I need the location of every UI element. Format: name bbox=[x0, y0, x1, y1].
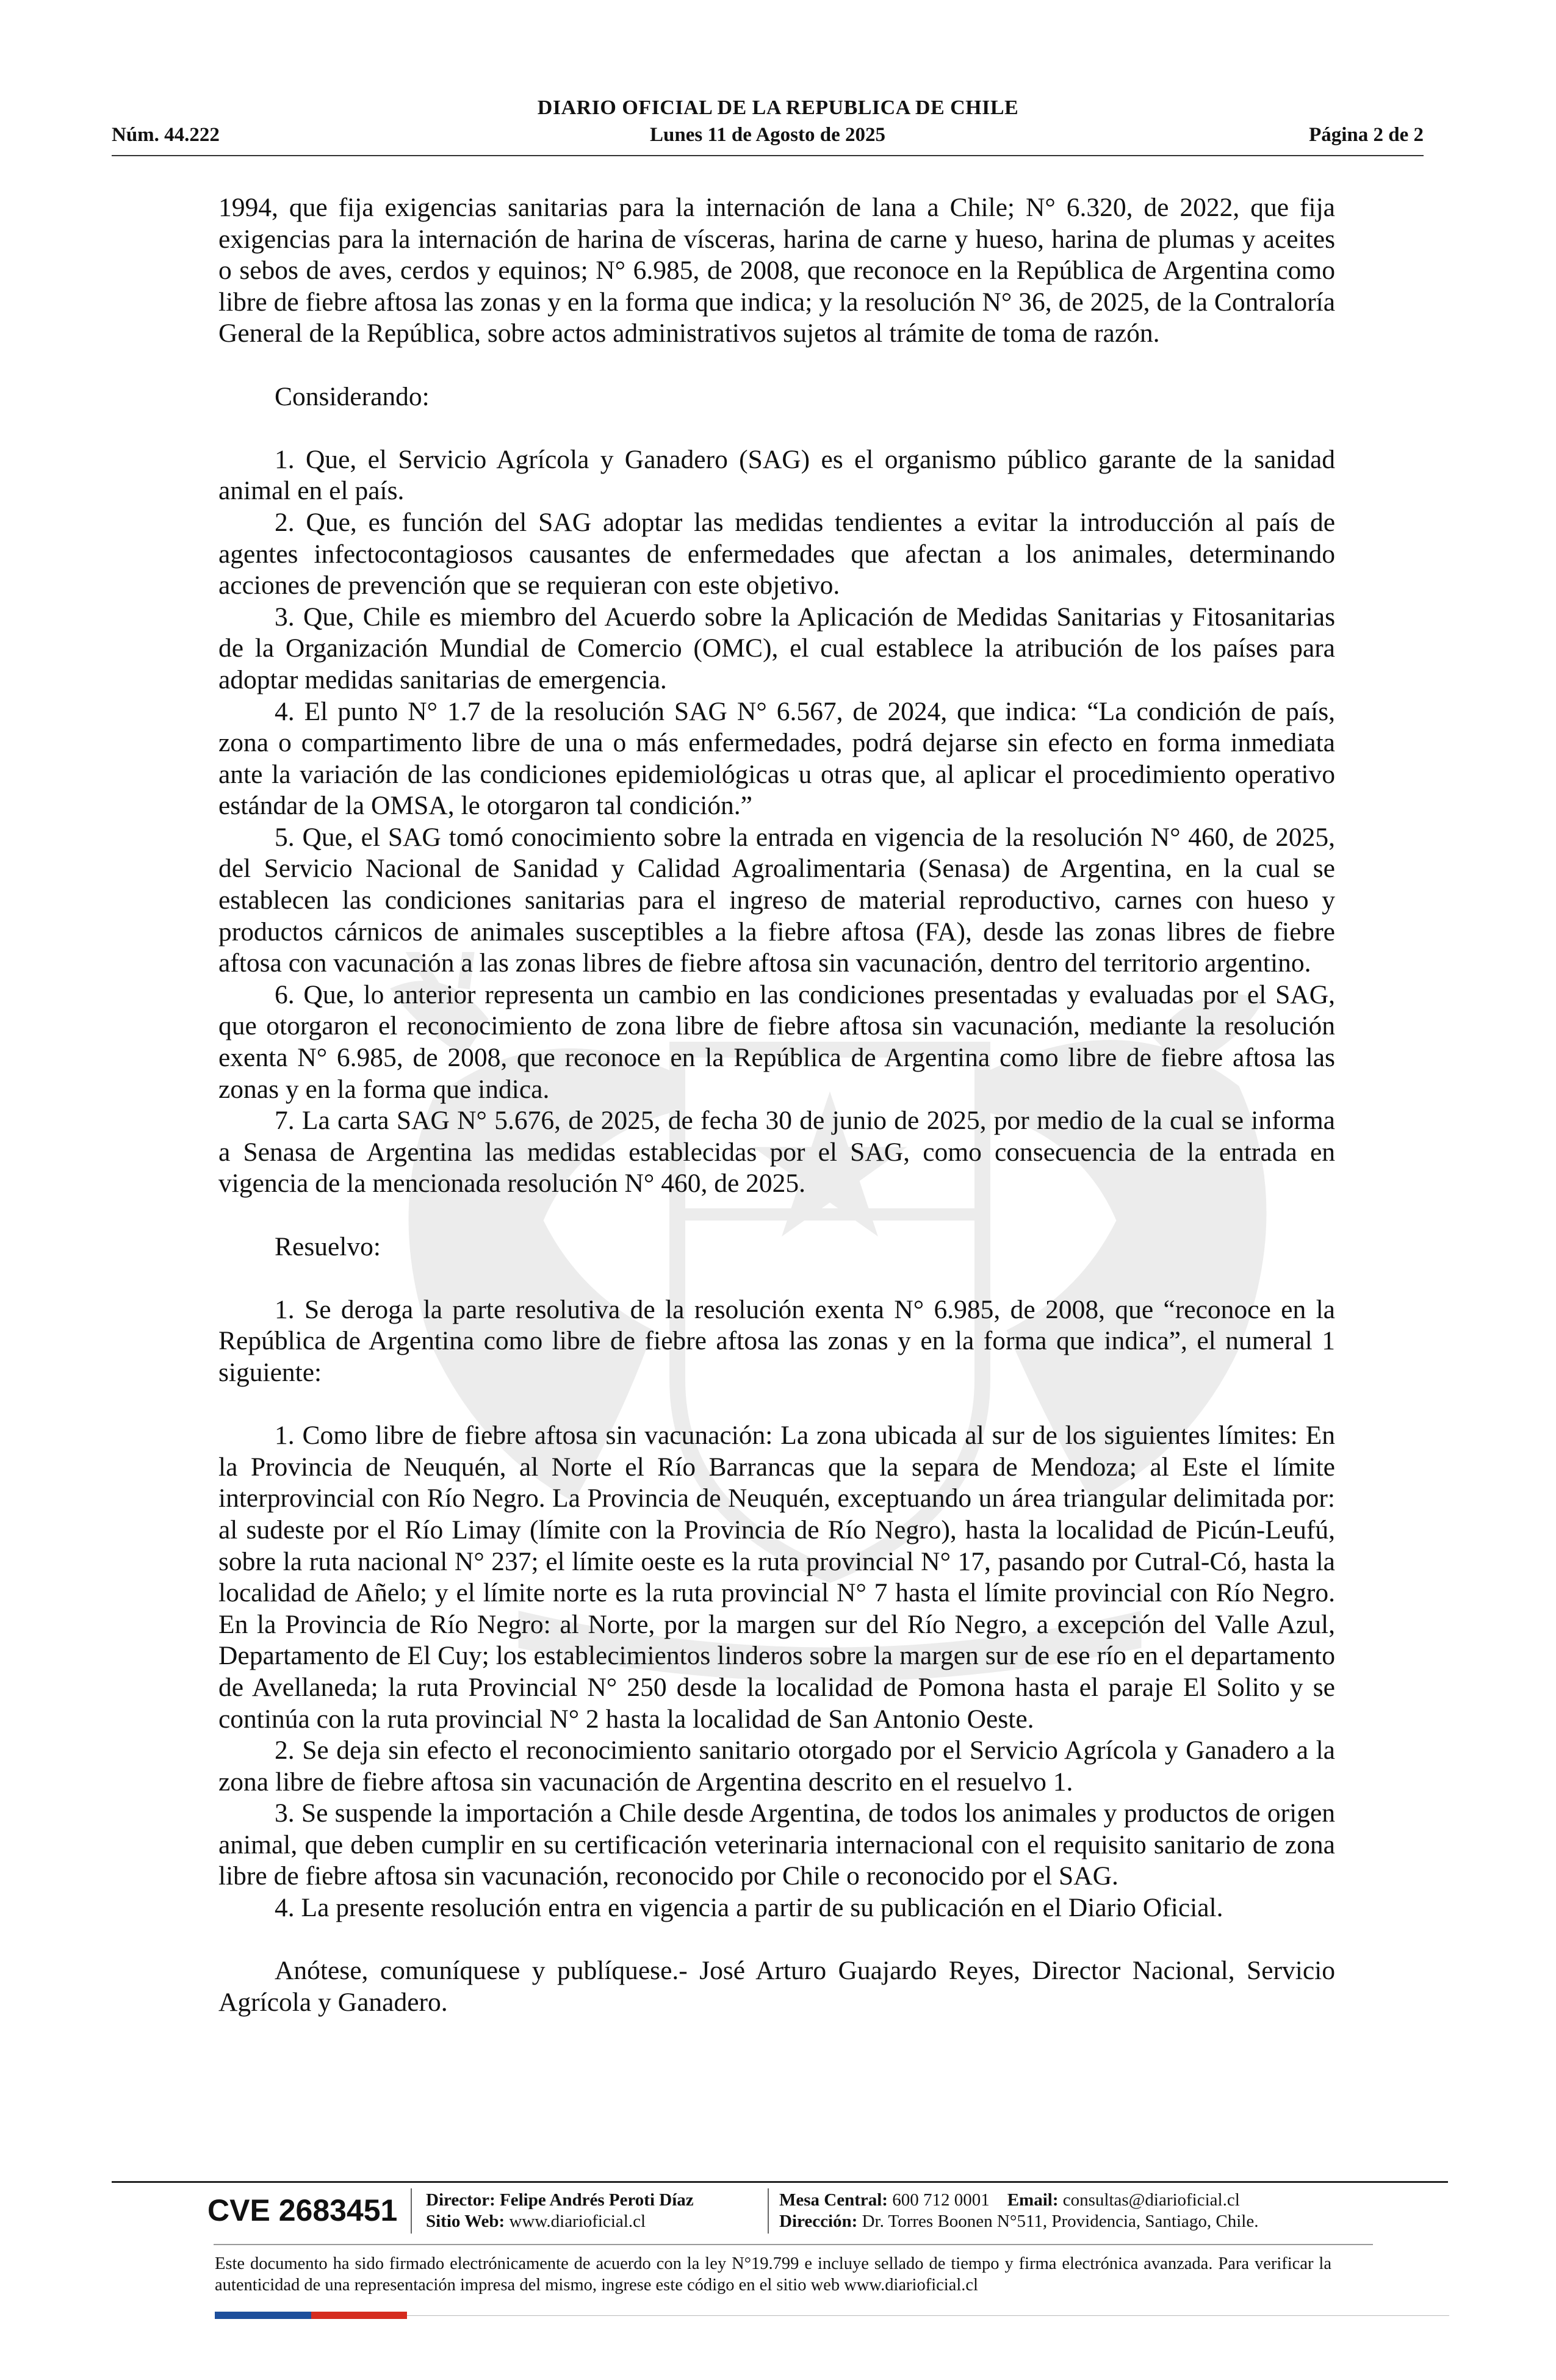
footer-divider bbox=[112, 2181, 1448, 2183]
cve-code: CVE 2683451 bbox=[207, 2193, 398, 2227]
considerando-item: 5. Que, el SAG tomó conocimiento sobre la entrada en vigencia de la resolución N° 460, de 2025, del Servicio Nacional de Sanidad y Calidad Agroalimentaria (Senasa) de Argentina, en la cual se establecen las condiciones sanitarias para el ingreso de material reproductivo, carnes con hueso y productos cárnicos de animales susceptibles a la fiebre aftosa (FA), desde las zonas libres de fiebre aftosa con vacunación a las zonas libres de fiebre aftosa sin vacunación, dentro del territorio argentino. bbox=[218, 822, 1335, 978]
phone-value: 600 712 0001 bbox=[892, 2190, 990, 2210]
issue-number: Núm. 44.222 bbox=[112, 124, 220, 146]
considerando-heading: Considerando: bbox=[275, 381, 430, 411]
considerando-item: 7. La carta SAG N° 5.676, de 2025, de fecha 30 de junio de 2025, por medio de la cual se informa a Senasa de Argentina las medidas establecidas por el SAG, como consecuencia de la entrada en vigencia de la mencionada resolución N° 460, de 2025. bbox=[218, 1106, 1335, 1199]
considerando-item: 4. El punto N° 1.7 de la resolución SAG N° 6.567, de 2024, que indica: “La condición de país, zona o compartimento libre de una o más enfermedades, podrá dejarse sin efecto en forma inmediata ante la variación de las condiciones epidemiológicas u otras que, al aplicar el procedimiento operativo estándar de la OMSA, le otorgaron tal condición.” bbox=[218, 696, 1335, 821]
considerando-item: 6. Que, lo anterior representa un cambio en las condiciones presentadas y evaluadas por el SAG, que otorgaron el reconocimiento de zona libre de fiebre aftosa sin vacunación, mediante la resolución exenta N° 6.985, de 2008, que reconoce en la República de Argentina como libre de fiebre aftosa las zonas y en la forma que indica. bbox=[218, 979, 1335, 1104]
footer-bottom-line bbox=[407, 2315, 1449, 2316]
flag-red-segment bbox=[311, 2312, 407, 2319]
issue-date: Lunes 11 de Agosto de 2025 bbox=[650, 124, 885, 146]
web-link[interactable]: www.diarioficial.cl bbox=[509, 2212, 646, 2231]
signature-notice: Este documento ha sido firmado electrónicamente de acuerdo con la ley N°19.799 e incluye sellado de tiempo y firma electrónica avanzada. Para verificar la autenticidad de una representación impresa del mismo, ingrese este código en el sitio web www.diarioficial.cl bbox=[215, 2254, 1331, 2295]
numeral-paragraph: 1. Como libre de fiebre aftosa sin vacunación: La zona ubicada al sur de los siguientes límites: En la Provincia de Neuquén, al Norte el Río Barrancas que la separa de Mendoza; al Este el límite interprovincial con Río Negro. La Provincia de Neuquén, exceptuando un área triangular delimitada por: al sudeste por el Río Limay (límite con la Provincia de Río Negro), hasta la localidad de Picún-Leufú, sobre la ruta nacional N° 237; el límite oeste es la ruta provincial N° 17, pasando por Cutral-Có, hasta la localidad de Añelo; y el límite norte es la ruta provincial N° 7 hasta el límite provincial con Río Negro. En la Provincia de Río Negro: al Norte, por la margen sur del Río Negro, a excepción del Valle Azul, Departamento de El Cuy; los establecimientos linderos sobre la margen sur de ese río en el departamento de Avellaneda; la ruta Provincial N° 250 desde la localidad de Pomona hasta el paraje El Solito y se continúa con la ruta provincial N° 2 hasta la localidad de San Antonio Oeste. bbox=[218, 1421, 1335, 1734]
flag-color-bar bbox=[215, 2312, 407, 2319]
resuelvo-item: 3. Se suspende la importación a Chile desde Argentina, de todos los animales y productos de origen animal, que deben cumplir en su certificación veterinaria internacional con el requisito sanitario de zona libre de fiebre aftosa sin vacunación, reconocido por Chile o reconocido por el SAG. bbox=[218, 1798, 1335, 1891]
phone-label: Mesa Central: bbox=[779, 2190, 888, 2210]
web-label: Sitio Web: bbox=[426, 2212, 505, 2231]
footer-separator bbox=[411, 2188, 412, 2234]
footer-contact-block bbox=[779, 2190, 1258, 2232]
header-divider bbox=[112, 155, 1424, 156]
address-label: Dirección: bbox=[779, 2212, 858, 2231]
email-link[interactable]: consultas@diarioficial.cl bbox=[1062, 2190, 1240, 2210]
closing-signature: Anótese, comuníquese y publíquese.- José Arturo Guajardo Reyes, Director Nacional, Servicio Agrícola y Ganadero. bbox=[218, 1956, 1335, 2017]
footer-director-block bbox=[426, 2190, 694, 2232]
considerando-item: 2. Que, es función del SAG adoptar las medidas tendientes a evitar la introducción al país de agentes infectocontagiosos causantes de enfermedades que afectan a los animales, determinando acciones de prevención que se requieran con este objetivo. bbox=[218, 507, 1335, 600]
resuelvo-item: 2. Se deja sin efecto el reconocimiento sanitario otorgado por el Servicio Agrícola y Ganadero a la zona libre de fiebre aftosa sin vacunación de Argentina descrito en el resuelvo 1. bbox=[218, 1736, 1335, 1797]
director-name: Felipe Andrés Peroti Díaz bbox=[500, 2190, 694, 2210]
email-label: Email: bbox=[1007, 2190, 1059, 2210]
intro-paragraph: 1994, que fija exigencias sanitarias para la internación de lana a Chile; N° 6.320, de 2022, que fija exigencias para la internación de harina de vísceras, harina de carne y hueso, harina de plumas y aceites o sebos de aves, cerdos y equinos; N° 6.985, de 2008, que reconoce en la República de Argentina como libre de fiebre aftosa las zonas y en la forma que indica; y la resolución N° 36, de 2025, de la Contraloría General de la República, sobre actos administrativos sujetos al trámite de toma de razón. bbox=[218, 193, 1335, 348]
page-number: Página 2 de 2 bbox=[1309, 124, 1424, 146]
footer-separator bbox=[768, 2188, 769, 2234]
considerando-item: 1. Que, el Servicio Agrícola y Ganadero (SAG) es el organismo público garante de la sanidad animal en el país. bbox=[218, 444, 1335, 506]
flag-blue-segment bbox=[215, 2312, 311, 2319]
header-row bbox=[112, 124, 1424, 148]
resuelvo-heading: Resuelvo: bbox=[275, 1231, 381, 1261]
publication-title: DIARIO OFICIAL DE LA REPUBLICA DE CHILE bbox=[537, 96, 1019, 119]
resuelvo-item: 1. Se deroga la parte resolutiva de la resolución exenta N° 6.985, de 2008, que “reconoce en la República de Argentina como libre de fiebre aftosa las zonas y en la forma que indica”, el numeral 1 siguiente: bbox=[218, 1294, 1335, 1387]
address-value: Dr. Torres Boonen N°511, Providencia, Santiago, Chile. bbox=[862, 2212, 1259, 2231]
document-body bbox=[218, 192, 1335, 2018]
director-label: Director: bbox=[426, 2190, 495, 2210]
footer-thin-divider bbox=[214, 2244, 1373, 2245]
considerando-item: 3. Que, Chile es miembro del Acuerdo sobre la Aplicación de Medidas Sanitarias y Fitosanitarias de la Organización Mundial de Comercio (OMC), el cual establece la atribución de los países para adoptar medidas sanitarias de emergencia. bbox=[218, 602, 1335, 694]
resuelvo-item: 4. La presente resolución entra en vigencia a partir de su publicación en el Diario Oficial. bbox=[275, 1893, 1223, 1923]
